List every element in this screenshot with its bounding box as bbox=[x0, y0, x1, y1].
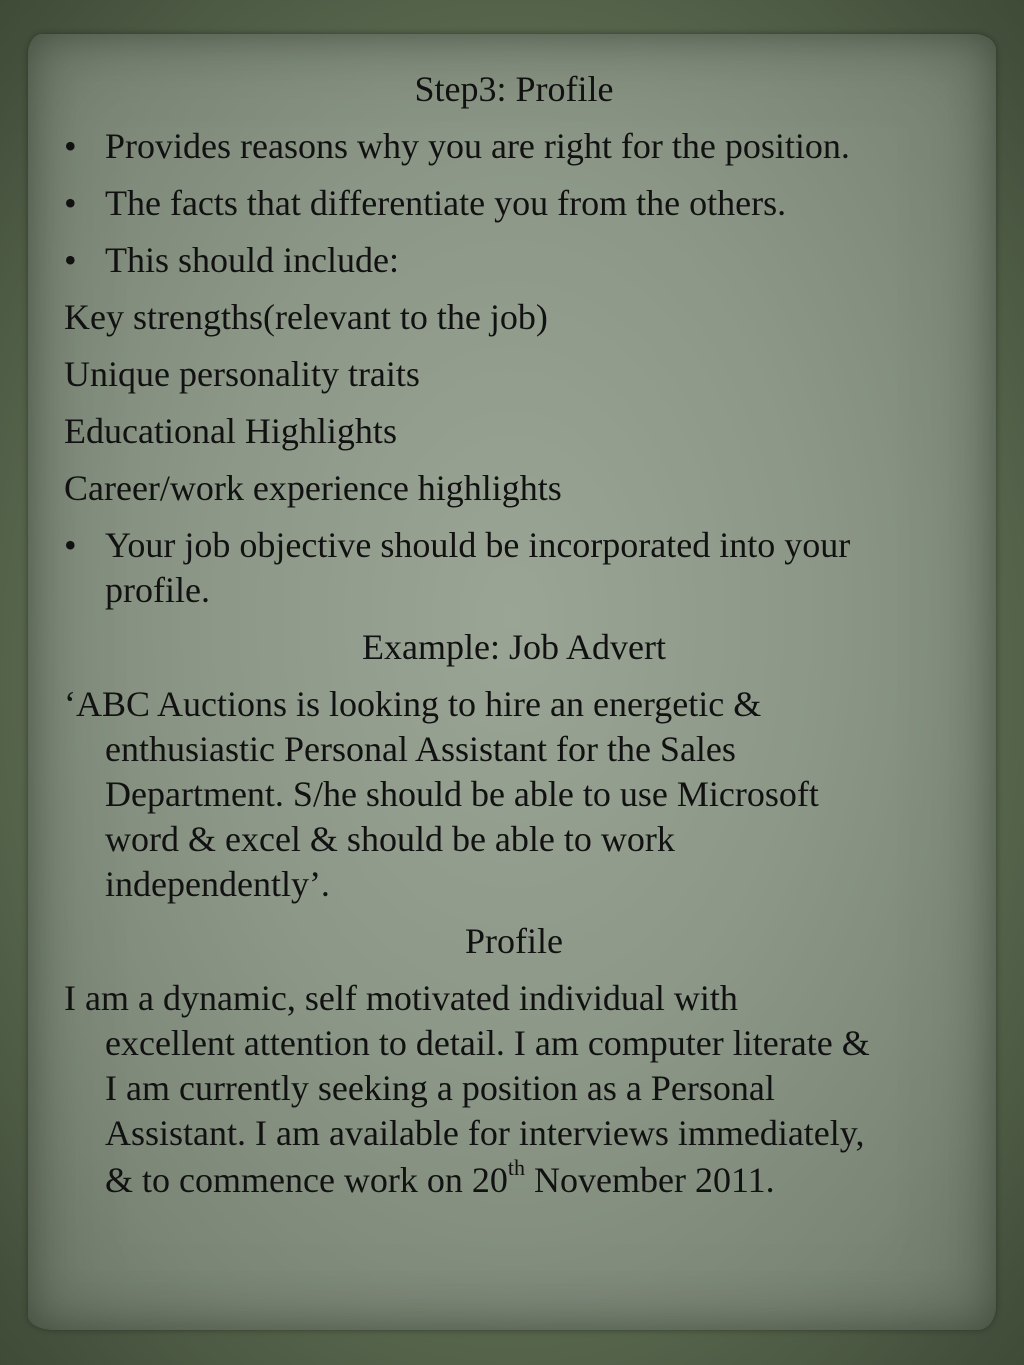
include-item: Unique personality traits bbox=[64, 354, 420, 394]
include-item: Educational Highlights bbox=[64, 411, 397, 451]
bullet-text: Provides reasons why you are right for the position. bbox=[105, 126, 850, 166]
advert-line: ‘ABC Auctions is looking to hire an energetic & bbox=[64, 684, 762, 724]
bullet-icon: • bbox=[64, 183, 77, 223]
bullet-text: This should include: bbox=[105, 240, 399, 280]
example-heading: Example: Job Advert bbox=[362, 627, 666, 667]
profile-last-prefix: & to commence work on 20 bbox=[105, 1160, 508, 1200]
advert-line: independently’. bbox=[105, 864, 330, 904]
bullet-text-continuation: profile. bbox=[105, 570, 210, 610]
profile-line: Assistant. I am available for interviews immediately, bbox=[105, 1113, 865, 1153]
bullet-text: The facts that differentiate you from the others. bbox=[105, 183, 787, 223]
bullet-icon: • bbox=[64, 240, 77, 280]
profile-line: I am currently seeking a position as a Personal bbox=[105, 1068, 775, 1108]
include-item: Key strengths(relevant to the job) bbox=[64, 297, 548, 337]
advert-line: enthusiastic Personal Assistant for the Sales bbox=[105, 729, 736, 769]
ordinal-suffix: th bbox=[507, 1155, 526, 1180]
bullet-icon: • bbox=[64, 525, 77, 565]
bullet-icon: • bbox=[64, 126, 77, 166]
advert-line: Department. S/he should be able to use Microsoft bbox=[105, 774, 819, 814]
include-item: Career/work experience highlights bbox=[64, 468, 562, 508]
slide-heading: Step3: Profile bbox=[414, 69, 614, 109]
profile-line: excellent attention to detail. I am computer literate & bbox=[105, 1023, 870, 1063]
profile-line bbox=[105, 1155, 775, 1203]
bullet-text: Your job objective should be incorporated into your bbox=[105, 525, 851, 565]
advert-line: word & excel & should be able to work bbox=[105, 819, 675, 859]
profile-line: I am a dynamic, self motivated individual with bbox=[64, 978, 738, 1018]
profile-last-suffix: November 2011. bbox=[525, 1160, 775, 1200]
profile-heading: Profile bbox=[465, 921, 563, 961]
